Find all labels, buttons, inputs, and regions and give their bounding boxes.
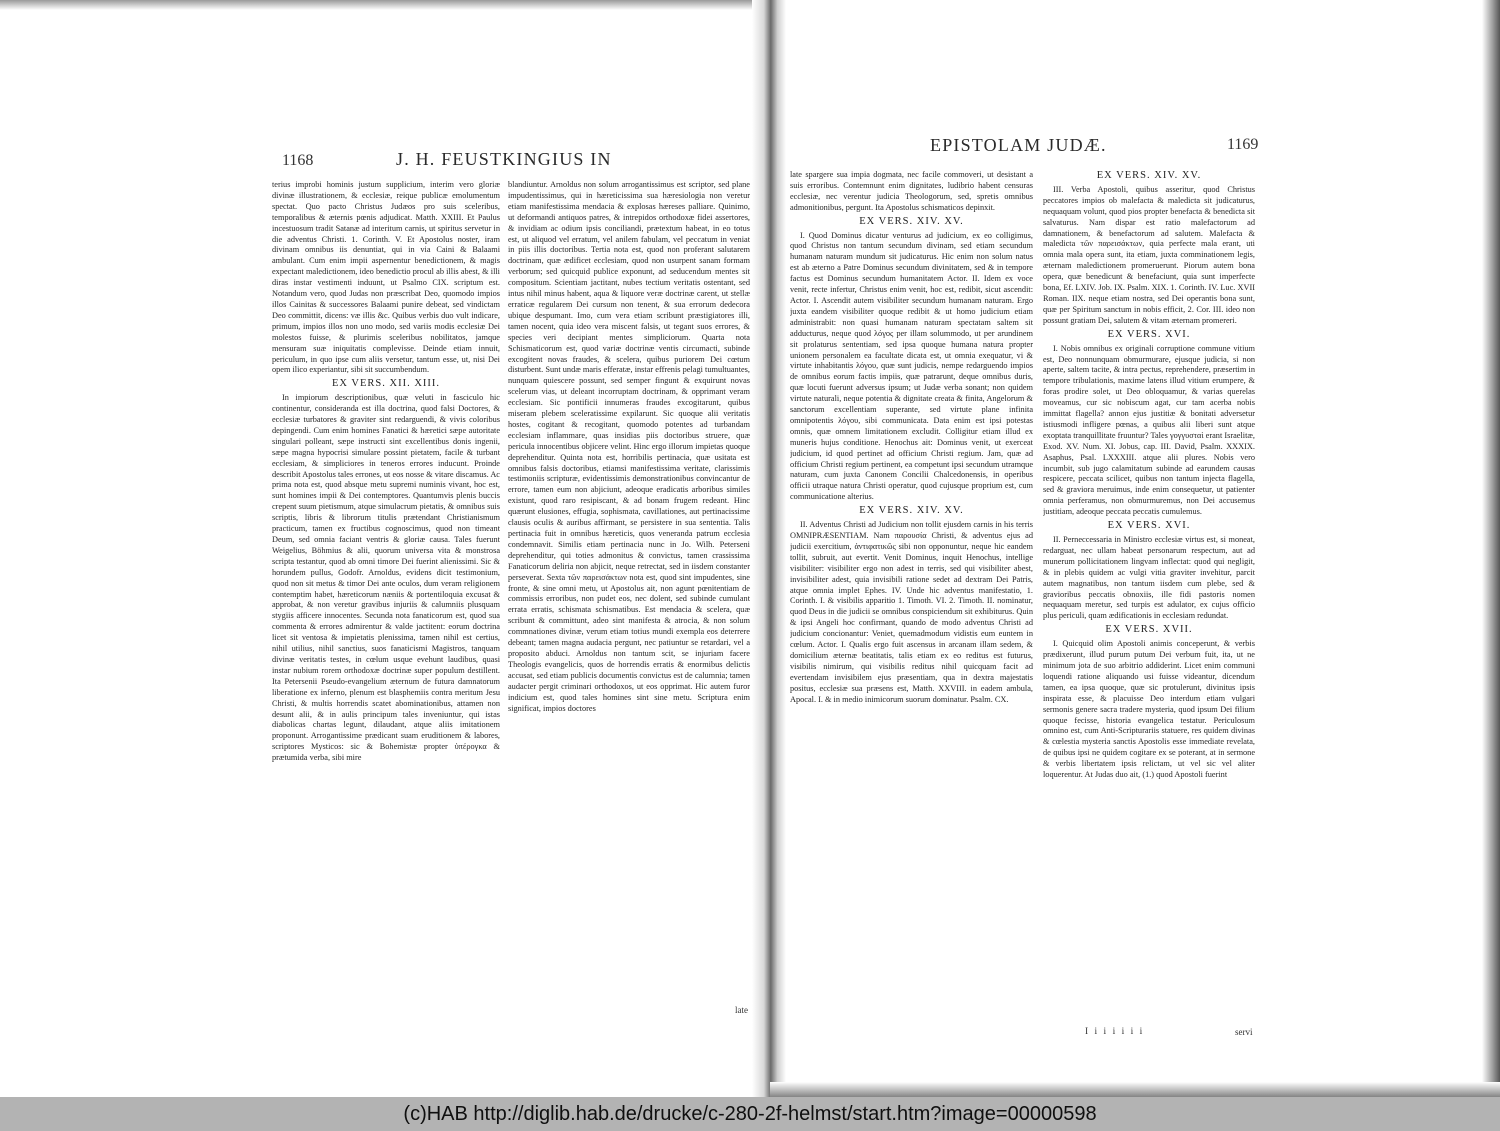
left-col1-paragraph-bottom: In impiorum descriptionibus, quæ veluti in fasciculo hic continentur, consideranda est illa doctrina, quod falsi Doctores, & ecclesiæ turbatores & graviter sint redarguendi, & vivis coloribus depingendi. Cum enim homines Fanatici & hæretici sæpe autoritate singulari polleant, sæpe instructi sint excellentibus donis ingenii, sæpe magna hypocrisi simulare possint pietatem, facile & turbant ecclesiam, & simpliciores in teneros errores inducunt. Proinde describit Apostolus tales errones, ut eos nosse & vitare discamus. Ac prima nota est, quod absque metu supremi numinis vivant, hoc est, sunt homines impii & Dei contemptores. Quantumvis plenis buccis crepent suum pietismum, atque simulacrum pietatis, & omnibus suis scriptis, libris & librorum titulis prætendant Christianismum practicum, tamen ex fructibus cognoscimus, quod non timeant Deum, sed omnia faciant ventris & gloriæ causa. Tales fuerunt Weigelius, Böhmius & alii, quorum universa vita & monstrosa scripta testantur, quod ab omni timore Dei fuerint alienissimi. Sic & horundem pullus, Godofr. Arnoldus, evidens dicit testimonium, quod non sit metus & timor Dei ante oculos, dum veram religionem contemptim habet, hæreticorum næniis & portentiloquia excusat & approbat, & non veretur gravibus injuriis & calumniis plusquam stygiis afficere innocentes. Secunda nota fanaticorum est, quod sua commenta & errores admirentur & valde jactitent: eorum doctrina licet sit ventosa & impietatis plenissima, tamen nihil est certius, nihil utilius, nihil sanctius, suos fanaticismi Magistros, tanquam divinæ veritatis testes, in cœlum usque evehunt laudibus, quasi instar nubium rorem orthodoxæ doctrinæ super populum destillent. Ita Petersenii Pseudo-evangelium æternum de futura damnatorum liberatione ex inferno, plenum est blasphemiis contra meritum Jesu Christi, & multis horrendis scatet abominationibus, attamen non desunt alii, & in aulis principum tales inveniuntur, qui istas diabolicas chartas legunt, dilaudant, atque aliis imitationem proponunt. Arrogantissime prædicant suam eruditionem & labores, scriptores Mysticos: sic & Bohemistæ propter ὑπέρογκα & prætumida verba, sibi mire [272, 393, 500, 763]
right-col1-paragraph-top: late spargere sua impia dogmata, nec facile commoveri, ut desistant a suis erroribus. Contemnunt enim dignitates, ludibrio habent censuras ecclesiæ, nec verentur judicia Theologorum, sed, spretis omnibus admonitionibus, pergunt. Ita Apostolus schismaticos depinxit. [790, 170, 1033, 212]
left-running-head: J. H. FEUSTKINGIUS IN [396, 149, 612, 169]
right-col2-heading-4: EX VERS. XVII. [1105, 624, 1193, 636]
footer-credit: (c)HAB http://diglib.hab.de/drucke/c-280-2f-helmst/start.htm?image=00000598 [403, 1102, 1097, 1125]
right-col2-heading-3: EX VERS. XVI. [1107, 520, 1191, 532]
right-col1-paragraph-2: II. Adventus Christi ad Judicium non tollit ejusdem carnis in his terris OMNIPRÆSENTIAM. Nam παρουσία Christi, & adventus ejus ad judicii exercitium, ἀντιφατικῶς sibi non opponuntur, neque hic eandem tollit, subruit, aut evertit. Venit Dominus, inquit Henochus, intellige visibiliter: visibiliter ergo non adest in terris, sed qui visibiliter abest, invisibiliter adest, quia invisibili ratione sedet ad dextram Dei Patris, atque omnia implet Ephes. IV. Unde hic adventus manifestatio, 1. Corinth. I. & visibilis apparitio 1. Timoth. VI. 2. Timoth. II. nominatur, quod Deus in die judicii se omnibus conspiciendum sit exhibiturus. Quin & ipsi Angeli hoc confirmant, quando de modo adventus Christi ad judicium concionantur: Veniet, quemadmodum vidistis eum euntem in cœlum. Actor. I. Qualis ergo fuit ascensus in arcanam illam sedem, & domicilium æternæ beatitatis, talis etiam ex eo reditus est futurus, visibilis nimirum, qui visibilis reditus nihil quicquam facit ad evertendam invisibilem ejus præsentiam, qua in dextra majestatis positus, ecclesiæ sua præsens est, Matth. XXVIII. in eadem ambula, Apocal. I. & in medio inimicorum suorum dominatur. Psalm. CX. [790, 520, 1033, 704]
right-col2-heading-1: EX VERS. XIV. XV. [1096, 170, 1202, 181]
right-column-1 [790, 170, 1033, 1024]
right-col2-paragraph-4: I. Quicquid olim Apostoli animis conceperunt, & verbis prædixerunt, illud purum putum Dei verbum fuit, ita, ut ne minimum jota de suo arbitrio addiderint. Licet enim communi loquendi ratione aliquando usi fuisse videantur, dicendum tamen, ea ipsa quoque, quæ sic protulerunt, divinitus ipsis inspirata esse, & placuisse Deo interdum etiam vulgari sermonis genere sacra tradere mysteria, quod ipsum Dei filium quoque fecisse, historia evangelica testatur. Periculosum omnino est, cum Anti-Scripturariis statuere, res quidem divinas & cœlestia mysteria sanctis Apostolis esse immediate revelata, de quibus ipsi ne quidem cogitare ex se poterant, at in sermone & verbis libertatem ipsis relictam, ut vel sic vel aliter loquerentur. At Judas duo ait, (1.) quod Apostoli fuerint [1043, 639, 1255, 780]
right-col2-paragraph-2: I. Nobis omnibus ex originali corruptione commune vitium est, Deo nonnunquam obmurmurare, ejusque judicia, si non aperte, saltem tacite, & intra pectus, reprehendere, præsertim in tempore tribulationis, maxime latens illud vitium erumpere, & foras prodire solet, ut Deo obloquamur, & varias querelas moveamus, cur sic nobiscum agat, cur tam acerba nobis immittat flagella? annon ejus justitiæ & bonitati adversetur istiusmodi infligere pœnas, a quibus alii liberi sunt atque exoptata tranquillitate fruuntur? Tales γογγυσταὶ erant Israelitæ, Exod. XV. Num. XI. Jobus, cap. III. David, Psalm. XXXIX. Asaphus, Psal. LXXXIII. atque alii plures. Nobis vero incumbit, sub jugo calamitatum subinde ad earundem causas respicere, peccata scilicet, quibus non tantum injecta flagella, sed & graviora meruimus, inde enim consequetur, ut patienter omnia perferamus, non obmurmuremus, non Dei accusemus justitiam, adeoque peccata peccatis cumulemus. [1043, 343, 1255, 517]
left-column-2 [508, 180, 750, 1008]
right-col2-paragraph-3: II. Perneccessaria in Ministro ecclesiæ virtus est, si moneat, redarguat, nec ullam habeat personarum respectum, aut ad munerum pollicitationem lingvam inflectat: quod qui negligit, & in plebis quidem ac vulgi vitia graviter invehitur, parcit autem magnatibus, non tantum iisdem cum plebe, sed & gravioribus peccatis obnoxiis, ille fidi pastoris nomen nequaquam meretur, sed turpis est adulator, ex cujus officio plus periculi, quam ædificationis in ecclesiam redundat. [1043, 535, 1255, 621]
right-col1-heading-1: EX VERS. XIV. XV. [859, 215, 964, 227]
right-col1-paragraph-1: I. Quod Dominus dicatur venturus ad judicium, ex eo colligimus, quod Christus non tantum secundum divinam, sed etiam secundum humanam naturam mundum sit judicaturus. Hic enim non solum natus est ab æterno a Patre Dominus secundum divinitatem, sed & in tempore factus est Dominus secundum humanitatem Actor. II. Idem ex voce venit, recte infertur, Christus enim venit, hoc est, redibit, sicut ascendit: Actor. I. Ascendit autem visibiliter secundum humanam naturam. Ergo juxta eandem visibiliter quoque redibit & ut homo judicium etiam administrabit: non quasi humanam naturam spectatam saltem sit adducturus, neque quod λόγος per illam solummodo, ut per arundinem sit prolaturus sententiam, sed ipsa quoque humana natura propter unionem personalem ea facultate dicata est, ut omnia exequatur, vi & virtute inhabitantis λόγου, quæ sunt judicis, nempe redarguendo impios de omnibus eorum factis impiis, quæ patrarunt, deque omnibus duris, quæ locuti fuerunt adversus ipsum; ut Judæ verba sonant; non quidem virtute naturali, neque potentia & dignitate creata & finita, Angelorum & sanctorum excellentiam superante, sed virtute plane infinita omnipotentis λόγου, sibi communicata. Data enim est ipsi potestas omnis, quæ omnem limitationem excludit. Colligitur etiam illud ex muneris hujus conditione. Henochus ait: Dominus venit, ut exerceat judicium, id quod pertinet ad officium Christi regium. Jam, quæ ad officium Christi regium pertinent, ea competunt ipsi secundum utramque naturam, cum juxta Canonem Concilii Chalcedonensis, in operibus officii utraque natura Christi operatur, quod cujusque proprium est, cum communicatione alterius. [790, 230, 1033, 502]
right-column-2 [1043, 168, 1255, 1024]
left-column-1 [272, 180, 500, 1035]
footer-bar [0, 1097, 1500, 1131]
left-col1-heading: EX VERS. XII. XIII. [331, 378, 441, 390]
right-col2-heading-2: EX VERS. XVI. [1107, 328, 1191, 340]
left-page [0, 0, 760, 1095]
right-page-number: 1169 [1227, 136, 1259, 153]
right-signature-mark: I i i i i i i [1085, 1027, 1145, 1037]
right-catchword: servi [1235, 1027, 1253, 1037]
right-col1-heading-2: EX VERS. XIV. XV. [859, 505, 964, 517]
left-col1-paragraph-top: terius improbi hominis justum supplicium, interim vero gloriæ divinæ illustrationem, & ecclesiæ, reique publicæ emolumentum spectat. Quo pacto Christus Judæos pro suis sceleribus, temporalibus & æternis pœnis adjudicat. Matth. XXIII. Et Paulus incestuosum tradit Satanæ ad interitum carnis, ut spiritus servetur in die adventus Christi. 1. Corinth. V. Et Apostolus noster, iram divinam omnibus iis denuntiat, qui in via Caini & Balaami ambulant. Cum enim impii aspernentur benedictionem, & magis expectant maledictionem, ideo benedictio procul ab illis abest, & illi diras instar vestimenti induunt, ut Psalmo CIX. scriptum est. Notandum vero, quod Judas non præscribat Deo, quomodo impios illos Cainitas & successores Balaami punire debeat, sed vindictam Deo committit, dicens: væ illis &c. Quibus verbis duo vult indicare, primum, impios illos non uno modo, sed variis modis ecclesiæ Dei molestos fuisse, & plurimis sceleribus nobilitatos, jamque mensuram suæ iniquitatis complevisse. Deinde etiam innuit, periculum, in quo ipse cum aliis versetur, tantum esse, ut, nisi Dei opem ilico experiantur, sibi sit succumbendum. [272, 180, 500, 375]
right-running-head: EPISTOLAM JUDÆ. [930, 135, 1107, 155]
page-bottom-shadow [770, 1082, 1500, 1098]
book-right-edge [1482, 0, 1500, 1100]
left-col2-paragraph: blandiuntur. Arnoldus non solum arrogantissimus est scriptor, sed plane impudentissimus, qui in hæreticissima sua hæresiologia non veretur etiam manifestissima mendacia & explosas hæreses palliare. Quinimo, ut deformandi antiquos patres, & intrepidos orthodoxæ fidei assertores, & invidiam ac odium ipsis conciliandi, prætextum habeat, in eo totus est, ut aliquod vel erratum, vel anilem fabulam, vel peccatum in veniat in piis illis doctoribus. Tertia nota est, quod non proferant salutarem doctrinam, quæ ædificet ecclesiam, quod non usurpent sanam formam verborum; sed quicquid publice exponunt, ad seducendum mentes sit compositum. Scientiam jactitant, nubes tectium veritatis ostentant, sed intus nihil minus habent, aqua & liquore veræ doctrinæ carent, ut stellæ erraticæ regularem Dei cursum non tenent, & sua errorum dedecora ubique despumant. Imo, cum vera etiam scribunt præstigiatores illi, tamen nocent, quia ideo vera miscent falsis, ut tegant suos errores, & species veri decipiant mentes simpliciorum. Quarta nota Schismaticorum est, quod variæ doctrinæ ventis circumacti, subinde excogitent novas fraudes, & scelera, quibus puriorem Dei cœtum disturbent. Sunt undæ maris efferatæ, instar effrenis pelagi tumultuantes, nunquam quiescere possunt, sed semper fingunt & exquirunt novas scelerum vias, ut deleant incorruptam doctrinam, & opprimant veram ecclesiam. Sic pontificii innumeras fraudes excogitarunt, quibus miseram plebem sceleratissime expilarunt. Sic quoque alii veritatis hostes, cogitant & recogitant, quomodo potentes ad turbandam ecclesiam inflammare, quas insidias piis doctoribus struere, quæ pericula innocentibus objicere velint. Hinc ergo illorum impietas quoque deprehenditur. Quinta nota est, horribilis pertinacia, quæ usitata est omnibus falsis doctoribus, etiamsi manifestissima veritate, clarissimis testimoniis scripturæ, evidentissimis demonstrationibus convincantur de errore, tamen eum non abjiciunt, adeoque eradicatis arboribus similes existunt, quod raro resipiscant, & ad bonam frugem redeant. Hinc quærunt elusiones, effugia, sophismata, cavillationes, aut pertinacissime clausis oculis & auribus affirmant, se persistere in sua sententia. Talis pertinacia fuit in omnibus hæreticis, quos veneranda patrum ecclesia condemnavit. Similis etiam pertinacia nunc in Jo. Wilh. Peterseni deprehenditur, qui toties admonitus & convictus, tamen crassissima Fanaticorum deliria non abjicit, neque retrectat, sed in iisdem constanter perseverat. Sexta τῶν παρεισάκτων nota est, quod sint impudentes, sine fronte, & sine omni metu, ut Apostolus ait, non agunt pœnitentiam de commissis erroribus, non pudet eos, nec dolent, sed subinde cumulant errata erratis, schismata schismatibus. Est mendacia & scelera, quæ scribunt & committunt, adeo sint manifesta & atrocia, & non solum commnationes divinæ, verum etiam totius mundi exempla eos deterrere debeant; tamen magna audacia pergunt, nec patiuntur se retardari, vel a proposito abduci. Arnoldus non tantum scit, se injuriam facere Theologis evangelicis, quos de horrendis erratis & enormibus delictis accusat, sed etiam publicis documentis convictus est de calumnia; tamen audacter pergit criminari orthodoxos, ut eos opprimat. Hic autem furor indicium est, quod tales homines sint sine metu. Scriptura enim significat, impios doctores [508, 180, 750, 713]
left-catchword: late [735, 1005, 748, 1015]
right-col2-paragraph-1: III. Verba Apostoli, quibus asseritur, quod Christus peccatores impios ob malefacta & maledicta sit judicaturus, nequaquam volunt, quod pios propter benefacta & benedicta sit salvaturus. Nam dispar est ratio malefactorum ad damnationem, & benefactorum ad salutem. Malefacta & maledicta τῶν παρεισάκτων, quia perfecte mala erant, uti omnia mala opera sunt, ita etiam, juxta comminationem legis, æternam maledictionem promeruerunt. Piorum autem bona opera, quæ benedicunt & benefaciunt, quia sunt imperfecte bona, Ef. LXIV. Job. IX. Psalm. XIX. 1. Corinth. IV. Luc. XVII Roman. IIX. neque etiam nostra, sed Dei operantis bona sunt, quæ per Spiritum sanctum in nobis efficit, 2. Cor. III. ideo non possunt gratiam Dei, salutem & vitam æternam promereri. [1043, 184, 1255, 325]
left-page-number: 1168 [282, 152, 314, 169]
right-page [780, 0, 1482, 1095]
